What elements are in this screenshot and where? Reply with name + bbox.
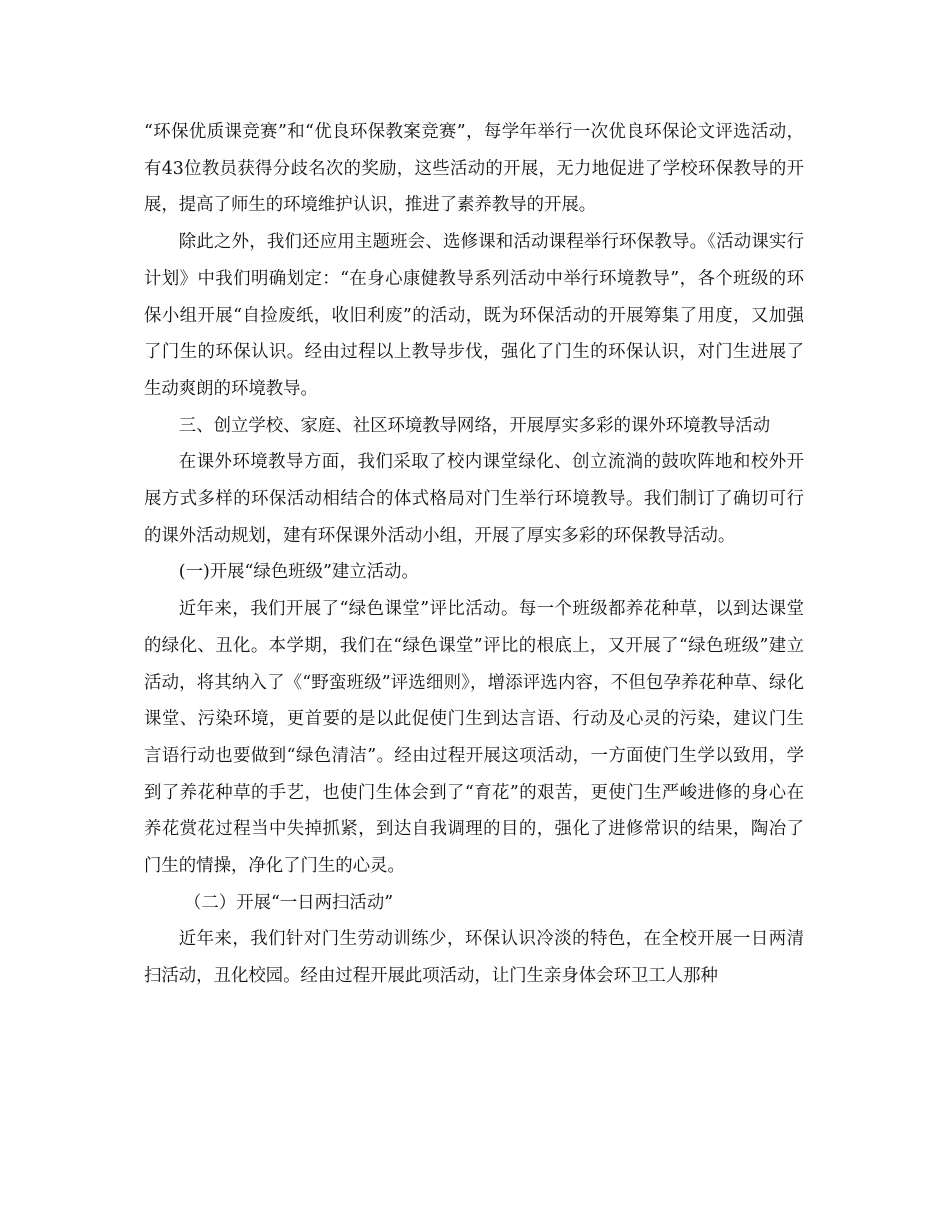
paragraph-theme-classes: 除此之外，我们还应用主题班会、选修课和活动课程举行环保教导。《活动课实行计划》中我们明确划定：“在身心康健教导系列活动中举行环境教导”，各个班级的环保小组开展“自捡废纸，收旧利废”的活动，既为环保活动的开展筹集了用度，又加强了门生的环保认识。经由过程以上教导步伐，强化了门生的环保认识，对门生进展了生动爽朗的环境教导。 [144, 232, 804, 399]
subheading-daily-sweep: （二）开展“一日两扫活动” [184, 892, 394, 913]
document-body [144, 114, 804, 995]
subheading-green-class: (一)开展“绿色班级”建立活动。 [178, 562, 419, 583]
paragraph-daily-sweep: 近年来，我们针对门生劳动训练少，环保认识冷淡的特色，在全校开展一日两清扫活动，丑化校园。经由过程开展此项活动，让门生亲身体会环卫工人那种 [144, 929, 804, 987]
section-heading-three: 三、创立学校、家庭、社区环境教导网络，开展厚实多彩的课外环境教导活动 [178, 415, 771, 436]
paragraph-continuation: “环保优质课竞赛”和“优良环保教案竞赛”，每学年举行一次优良环保论文评选活动，有43位教员获得分歧名次的奖励，这些活动的开展，无力地促进了学校环保教导的开展，提高了师生的环境维护认识，推进了素养教导的开展。 [144, 122, 804, 216]
paragraph-green-class: 近年来，我们开展了“绿色课堂”评比活动。每一个班级都养花种草，以到达课堂的绿化、丑化。本学期，我们在“绿色课堂”评比的根底上，又开展了“绿色班级”建立活动，将其纳入了《“野蛮班级”评选细则》，增添评选内容，不但包孕养花种草、绿化课堂、污染环境，更首要的是以此促使门生到达言语、行动及心灵的污染，建议门生言语行动也要做到“绿色清洁”。经由过程开展这项活动，一方面使门生学以致用，学到了养花种草的手艺，也使门生体会到了“育花”的艰苦，更使门生严峻进修的身心在养花赏花过程当中失掉抓紧，到达自我调理的目的，强化了进修常识的结果，陶冶了门生的情操，净化了门生的心灵。 [144, 599, 804, 877]
paragraph-extracurricular: 在课外环境教导方面，我们采取了校内课堂绿化、创立流淌的鼓吹阵地和校外开展方式多样的环保活动相结合的体式格局对门生举行环境教导。我们制订了确切可行的课外活动规划，建有环保课外活动小组，开展了厚实多彩的环保教导活动。 [144, 452, 804, 546]
